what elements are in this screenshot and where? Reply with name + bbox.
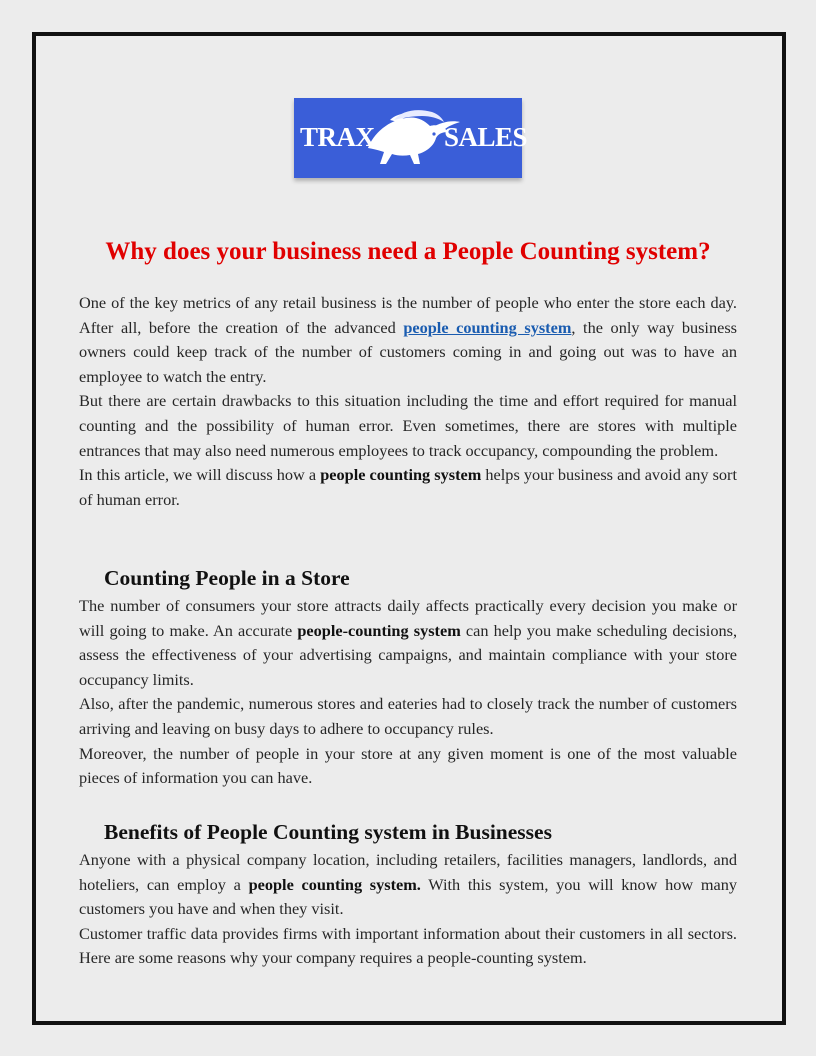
page-title: Why does your business need a People Counting system? [105, 238, 711, 265]
benefits-section [79, 848, 737, 971]
benefits-paragraph-1 [79, 848, 737, 922]
intro-p3-text: In this article, we will discuss how a [79, 465, 321, 485]
intro-p3-text-after: helps your business and avoid any sort of human error. [79, 465, 737, 509]
counting-p1-text-after: can help you make scheduling decisions, assess the effectiveness of your advertising campaigns, and maintain compliance with your store occupancy limits. [79, 620, 738, 689]
logo-left-text: TRAX [300, 122, 375, 152]
section-heading-counting: Counting People in a Store [104, 566, 350, 590]
benefits-p1-bold: people counting system. [248, 874, 421, 894]
counting-paragraph-3: Moreover, the number of people in your store at any given moment is one of the most valuable pieces of information you can have. [79, 743, 737, 788]
benefits-p1-text-after: With this system, you will know how many customers you have and when they visit. [79, 874, 737, 919]
intro-paragraph-2: But there are certain drawbacks to this situation including the time and effort required for manual counting and the possibility of human error. Even sometimes, there are stores with multiple entrances that may also need numerous employees to track occupancy, compounding the problem. [79, 391, 737, 460]
people-counting-system-link[interactable]: people counting system [403, 317, 572, 337]
counting-section [79, 594, 737, 791]
section-heading-benefits: Benefits of People Counting system in Businesses [104, 820, 552, 844]
intro-p3-bold: people counting system [320, 465, 482, 485]
intro-p1-text: One of the key metrics of any retail business is the number of people who enter the store each day. After all, before the creation of the advanced [79, 293, 737, 337]
intro-p1-text-after: , the only way business owners could keep track of the number of customers coming in and going out was to have an employee to watch the entry. [79, 317, 737, 386]
counting-p1-text: The number of consumers your store attracts daily affects practically every decision you make or will going to make. An accurate [79, 596, 737, 640]
logo-right-text: SALES [444, 122, 528, 152]
counting-paragraph-2: Also, after the pandemic, numerous stores and eateries had to closely track the number of customers arriving and leaving on busy days to adhere to occupancy rules. [79, 694, 737, 738]
intro-section [79, 291, 737, 512]
benefits-p1-text: Anyone with a physical company location, including retailers, facilities managers, landlords, and hoteliers, can employ a [79, 850, 737, 894]
intro-paragraph-3 [79, 463, 737, 512]
counting-paragraph-1 [79, 594, 737, 692]
counting-p1-bold: people-counting system [297, 620, 461, 640]
intro-paragraph-1 [79, 291, 737, 389]
trax-sales-logo [294, 98, 528, 178]
benefits-paragraph-2: Customer traffic data provides firms with important information about their customers in all sectors. Here are some reasons why your company requires a people-counting system. [79, 923, 737, 968]
